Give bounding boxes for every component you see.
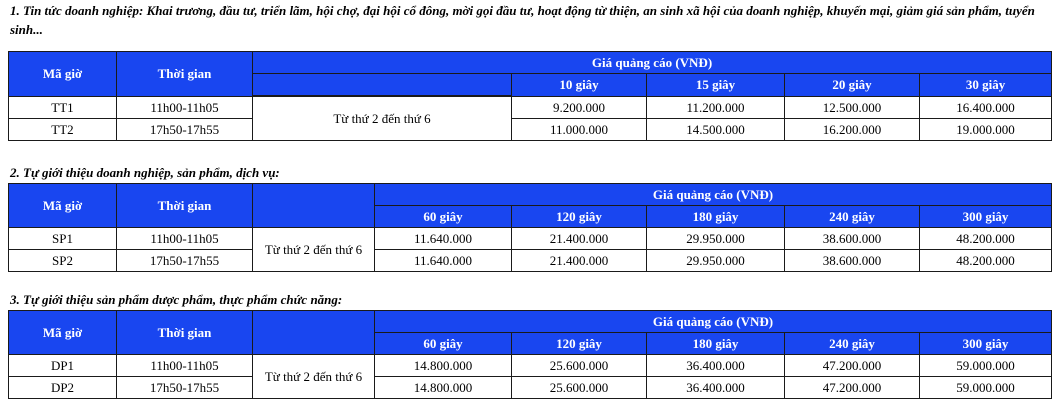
row-price: 48.200.000 [920, 250, 1052, 272]
header-duration: 10 giây [512, 74, 647, 97]
price-table-pharma [8, 310, 1052, 399]
row-days: Từ thứ 2 đến thứ 6 [253, 228, 375, 272]
price-table-business [8, 183, 1052, 272]
header-duration: 60 giây [375, 206, 512, 228]
header-duration: 240 giây [785, 206, 920, 228]
row-price: 59.000.000 [920, 377, 1052, 399]
row-price: 47.200.000 [785, 377, 920, 399]
header-blank [253, 74, 512, 96]
row-code: SP2 [9, 250, 117, 272]
row-price: 59.000.000 [920, 355, 1052, 377]
header-duration: 15 giây [647, 74, 785, 97]
header-duration: 180 giây [647, 206, 785, 228]
header-duration: 300 giây [920, 206, 1052, 228]
row-price: 38.600.000 [785, 228, 920, 250]
header-blank [253, 311, 375, 333]
row-price: 48.200.000 [920, 228, 1052, 250]
row-price: 16.400.000 [920, 97, 1052, 119]
header-code: Mã giờ [9, 184, 117, 228]
row-code: SP1 [9, 228, 117, 250]
row-price: 11.000.000 [512, 119, 647, 141]
table-row [9, 377, 1052, 399]
row-days: Từ thứ 2 đến thứ 6 [253, 355, 375, 399]
header-code: Mã giờ [9, 52, 117, 97]
header-blank [253, 184, 375, 206]
row-price: 16.200.000 [785, 119, 920, 141]
header-duration: 120 giây [512, 206, 647, 228]
header-price: Giá quảng cáo (VNĐ) [375, 184, 1052, 206]
row-code: DP1 [9, 355, 117, 377]
row-price: 36.400.000 [647, 377, 785, 399]
header-time: Thời gian [117, 311, 253, 355]
row-price: 25.600.000 [512, 355, 647, 377]
row-price: 21.400.000 [512, 228, 647, 250]
row-time: 11h00-11h05 [117, 228, 253, 250]
row-price: 14.800.000 [375, 377, 512, 399]
row-code: TT1 [9, 97, 117, 119]
header-code: Mã giờ [9, 311, 117, 355]
table-row [9, 355, 1052, 377]
price-table-news [8, 51, 1052, 141]
table-row [9, 250, 1052, 272]
section-3-title: 3. Tự giới thiệu sản phẩm dược phẩm, thực phẩm chức năng: [10, 292, 343, 307]
header-blank-lower [253, 206, 375, 228]
row-price: 12.500.000 [785, 97, 920, 119]
header-duration: 60 giây [375, 333, 512, 355]
header-duration: 180 giây [647, 333, 785, 355]
header-duration: 240 giây [785, 333, 920, 355]
row-price: 19.000.000 [920, 119, 1052, 141]
row-price: 11.200.000 [647, 97, 785, 119]
table-row [9, 119, 1052, 141]
section-1-title: 1. Tin tức doanh nghiệp: Khai trương, đầu tư, triển lãm, hội chợ, đại hội cổ đông, mời gọi đầu tư, hoạt động từ thiện, an sinh xã hội của doanh nghiệp, khuyến mại, giảm giá sản phẩm, tuyển sinh... [10, 3, 1035, 37]
section-2-title: 2. Tự giới thiệu doanh nghiệp, sản phẩm, dịch vụ: [10, 165, 280, 180]
row-price: 36.400.000 [647, 355, 785, 377]
table-row [9, 228, 1052, 250]
row-code: TT2 [9, 119, 117, 141]
row-price: 29.950.000 [647, 250, 785, 272]
header-duration: 120 giây [512, 333, 647, 355]
row-price: 14.500.000 [647, 119, 785, 141]
row-time: 17h50-17h55 [117, 377, 253, 399]
row-price: 11.640.000 [375, 228, 512, 250]
row-time: 17h50-17h55 [117, 119, 253, 141]
row-time: 11h00-11h05 [117, 355, 253, 377]
table-row [9, 97, 1052, 119]
row-price: 47.200.000 [785, 355, 920, 377]
row-price: 38.600.000 [785, 250, 920, 272]
row-price: 25.600.000 [512, 377, 647, 399]
header-time: Thời gian [117, 184, 253, 228]
header-duration: 300 giây [920, 333, 1052, 355]
row-price: 9.200.000 [512, 97, 647, 119]
row-time: 17h50-17h55 [117, 250, 253, 272]
header-blank-lower [253, 333, 375, 355]
row-price: 29.950.000 [647, 228, 785, 250]
header-duration: 20 giây [785, 74, 920, 97]
row-code: DP2 [9, 377, 117, 399]
header-time: Thời gian [117, 52, 253, 97]
row-price: 21.400.000 [512, 250, 647, 272]
row-price: 14.800.000 [375, 355, 512, 377]
row-time: 11h00-11h05 [117, 97, 253, 119]
header-duration: 30 giây [920, 74, 1052, 97]
header-price: Giá quảng cáo (VNĐ) [253, 52, 1052, 74]
row-days: Từ thứ 2 đến thứ 6 [253, 97, 512, 141]
header-price: Giá quảng cáo (VNĐ) [375, 311, 1052, 333]
row-price: 11.640.000 [375, 250, 512, 272]
